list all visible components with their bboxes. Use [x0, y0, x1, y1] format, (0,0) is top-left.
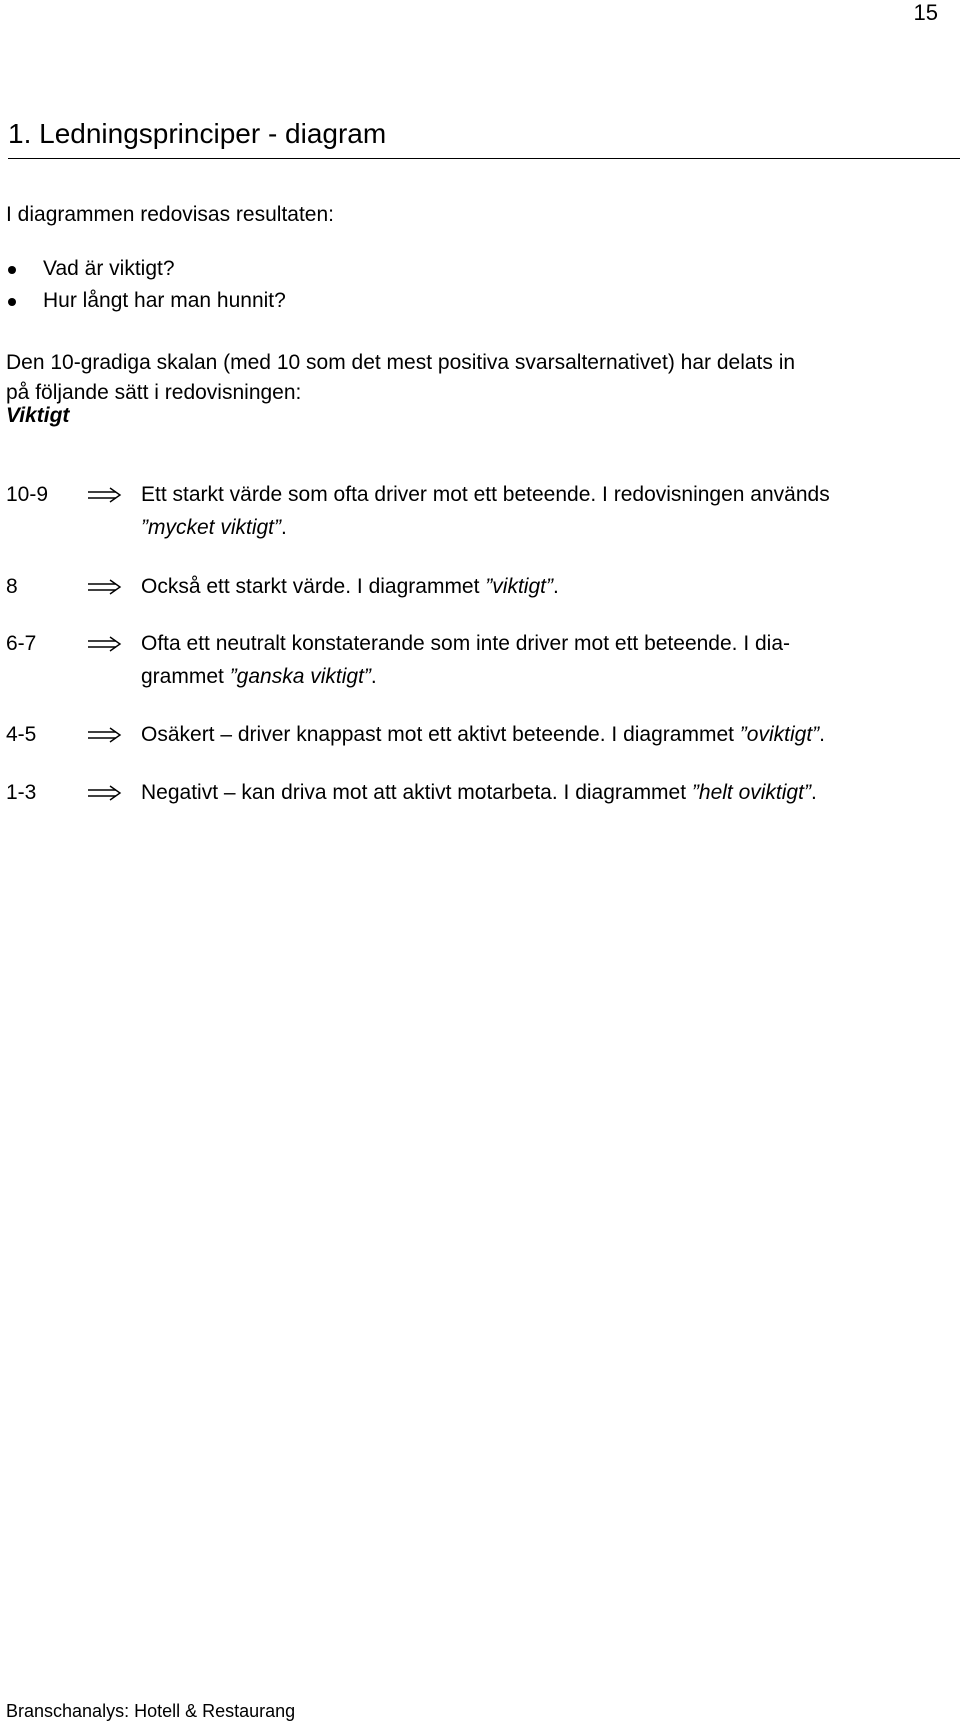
- scale-range: 8: [6, 575, 18, 598]
- scale-description-text: [141, 718, 956, 751]
- scale-emphasis: ”oviktigt”: [739, 723, 820, 746]
- scale-range: 4-5: [6, 723, 37, 746]
- scale-description: [6, 348, 956, 408]
- scale-emphasis: ”helt oviktigt”: [691, 781, 811, 804]
- scale-range: 1-3: [6, 781, 37, 804]
- scale-emphasis: ”mycket viktigt”: [141, 516, 282, 539]
- scale-range: 6-7: [6, 632, 37, 655]
- scale-description-text: [141, 627, 956, 693]
- scale-text: Också ett starkt värde. I diagrammet: [141, 575, 486, 598]
- scale-row-10-9: [6, 478, 956, 544]
- implies-arrow-icon: [88, 579, 122, 595]
- scale-suffix: .: [281, 516, 287, 539]
- scale-range: 10-9: [6, 483, 49, 506]
- bullet-icon: [8, 266, 16, 274]
- scale-emphasis: ”viktigt”: [485, 575, 553, 598]
- scale-row-8: [6, 570, 956, 603]
- scale-description-text: [141, 570, 956, 603]
- scale-text: Ofta ett neutralt konstaterande som inte driver mot ett beteende. I dia-: [141, 632, 791, 655]
- list-item: [0, 286, 286, 318]
- list-item: [0, 254, 286, 286]
- list-item-text: Hur långt har man hunnit?: [43, 289, 286, 312]
- scale-description-text: [141, 776, 956, 809]
- scale-description-line1: Den 10-gradiga skalan (med 10 som det mest positiva svarsalternativet) har delats in: [6, 351, 796, 374]
- page-number: 15: [913, 0, 938, 25]
- scale-row-1-3: [6, 776, 956, 809]
- bullet-icon: [8, 298, 16, 306]
- scale-row-6-7: [6, 627, 956, 693]
- scale-suffix: .: [819, 723, 825, 746]
- scale-suffix: .: [370, 665, 377, 688]
- implies-arrow-icon: [88, 785, 122, 801]
- implies-arrow-icon: [88, 636, 122, 652]
- section-title: Viktigt: [6, 404, 70, 427]
- page-footer: Branschanalys: Hotell & Restaurang: [6, 1701, 296, 1721]
- scale-emphasis: ”ganska viktigt”: [229, 665, 371, 688]
- scale-text-line2: grammet: [141, 665, 230, 688]
- scale-suffix: .: [552, 575, 559, 598]
- scale-row-4-5: [6, 718, 956, 751]
- intro-text: I diagrammen redovisas resultaten:: [6, 203, 334, 226]
- scale-description-text: [141, 478, 956, 544]
- list-item-text: Vad är viktigt?: [43, 257, 175, 280]
- scale-text: Ett starkt värde som ofta driver mot ett beteende. I redovisningen används: [141, 483, 830, 506]
- scale-description-line2: på följande sätt i redovisningen:: [6, 381, 302, 404]
- scale-text: Osäkert – driver knappast mot ett aktivt beteende. I diagrammet: [141, 723, 740, 746]
- bullet-list: [0, 254, 286, 318]
- scale-text: Negativt – kan driva mot att aktivt motarbeta. I diagrammet: [141, 781, 692, 804]
- implies-arrow-icon: [88, 727, 122, 743]
- scale-suffix: .: [810, 781, 817, 804]
- page-title: 1. Ledningsprinciper - diagram: [8, 118, 960, 159]
- implies-arrow-icon: [88, 487, 122, 503]
